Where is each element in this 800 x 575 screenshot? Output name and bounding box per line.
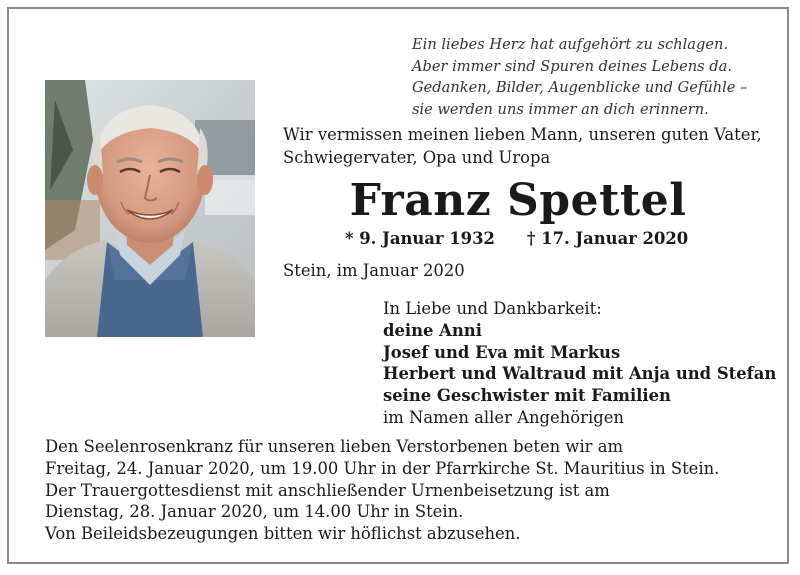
family-member: deine Anni: [383, 320, 482, 340]
deceased-name: Franz Spettel: [349, 175, 687, 226]
family-member: seine Geschwister mit Familien: [383, 386, 671, 406]
portrait-photo: [45, 80, 255, 337]
notice-line: Den Seelenrosenkranz für unseren lieben Verstorbenen beten wir am: [45, 437, 624, 456]
family-closing: im Namen aller Angehörigen: [383, 407, 624, 427]
notice-line: Von Beileidsbezeugungen bitten wir höflichst abzusehen.: [45, 524, 521, 544]
notice-line: Freitag, 24. Januar 2020, um 19.00 Uhr in der Pfarrkirche St. Mauritius in Stein.: [45, 458, 720, 478]
notice-line: Dienstag, 28. Januar 2020, um 14.00 Uhr in Stein.: [45, 502, 464, 522]
poem-line: Gedanken, Bilder, Augenblicke und Gefühle –: [412, 79, 748, 96]
poem-line: sie werden uns immer an dich erinnern.: [412, 100, 709, 118]
poem-line: Aber immer sind Spuren deines Lebens da.: [412, 57, 732, 75]
family-member: Herbert und Waltraud mit Anja und Stefan: [383, 364, 777, 384]
family-block: [383, 298, 783, 429]
life-dates: [345, 229, 688, 248]
birth-date: * 9. Januar 1932: [345, 229, 495, 248]
notice-line: Der Trauergottesdienst mit anschließender Urnenbeisetzung ist am: [45, 480, 610, 500]
family-heading: In Liebe und Dankbarkeit:: [383, 299, 602, 318]
poem-line: Ein liebes Herz hat aufgehört zu schlagen.: [412, 36, 729, 53]
intro-text: [283, 123, 783, 169]
place-date: Stein, im Januar 2020: [283, 261, 465, 280]
intro-line: Schwiegervater, Opa und Uropa: [283, 148, 551, 167]
service-notice: [45, 436, 780, 545]
death-date: † 17. Januar 2020: [526, 229, 689, 248]
poem: [412, 34, 782, 120]
intro-line: Wir vermissen meinen lieben Mann, unseren guten Vater,: [283, 125, 762, 144]
family-member: Josef und Eva mit Markus: [383, 342, 621, 362]
